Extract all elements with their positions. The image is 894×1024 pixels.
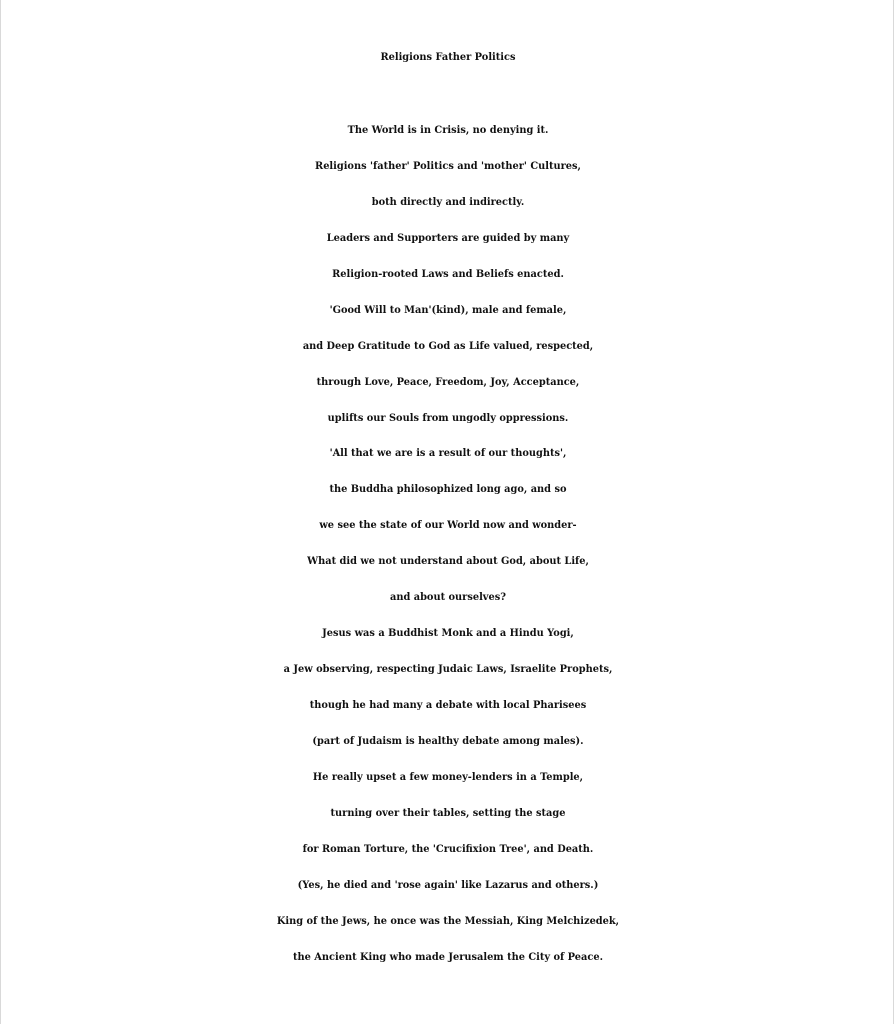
poem-line: through Love, Peace, Freedom, Joy, Acceptance,	[316, 376, 580, 388]
poem-line: turning over their tables, setting the stage	[330, 807, 566, 819]
poem-line: 'Good Will to Man'(kind), male and female,	[329, 304, 567, 316]
poem-line: for Roman Torture, the 'Crucifixion Tree', and Death.	[302, 843, 594, 855]
poem-line: What did we not understand about God, about Life,	[307, 556, 589, 568]
poem-line: The World is in Crisis, no denying it.	[347, 125, 549, 136]
poem-line: we see the state of our World now and wonder-	[319, 520, 577, 532]
poem-line: both directly and indirectly.	[371, 196, 525, 208]
poem-line: (Yes, he died and 'rose again' like Lazarus and others.)	[297, 879, 599, 891]
poem-line: and about ourselves?	[390, 592, 506, 604]
poem-title: Religions Father Politics	[380, 52, 516, 63]
poem-line: Religion-rooted Laws and Beliefs enacted.	[332, 268, 564, 280]
poem-line: a Jew observing, respecting Judaic Laws, Israelite Prophets,	[283, 664, 613, 676]
poem-line: uplifts our Souls from ungodly oppressions.	[327, 412, 569, 424]
poem-line: King of the Jews, he once was the Messiah, King Melchizedek,	[276, 915, 620, 927]
poem-line: (part of Judaism is healthy debate among males).	[312, 735, 584, 747]
poem-line: Religions 'father' Politics and 'mother' Cultures,	[315, 160, 581, 172]
poem-line: Jesus was a Buddhist Monk and a Hindu Yogi,	[322, 628, 574, 640]
poem-line: 'All that we are is a result of our thoughts',	[329, 448, 567, 460]
poem-line: the Buddha philosophized long ago, and so	[329, 484, 567, 496]
poem-line: though he had many a debate with local Pharisees	[309, 700, 587, 711]
poem-line: and Deep Gratitude to God as Life valued, respected,	[302, 340, 594, 352]
poem-line: Leaders and Supporters are guided by many	[326, 232, 570, 244]
poem-line: the Ancient King who made Jerusalem the City of Peace.	[293, 951, 603, 963]
poem-line: He really upset a few money-lenders in a Temple,	[312, 771, 584, 783]
poem-body	[1, 119, 894, 982]
